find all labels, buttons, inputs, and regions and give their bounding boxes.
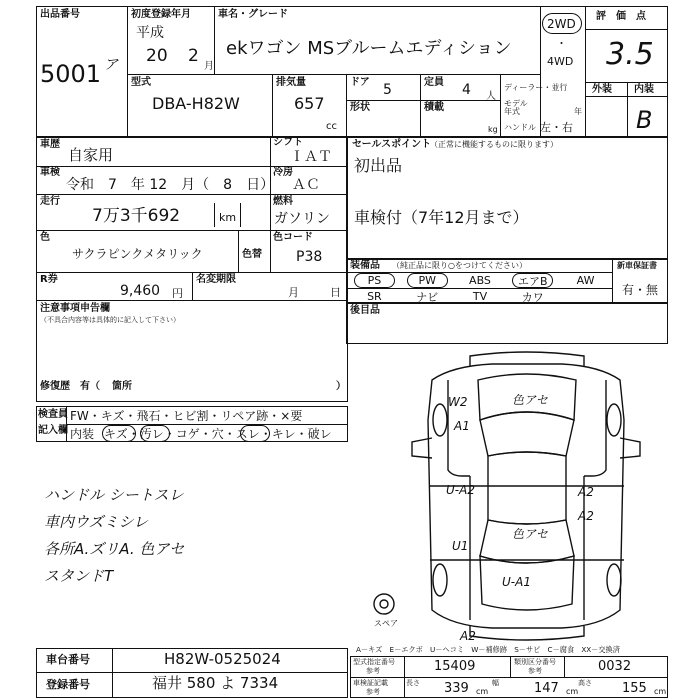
- shift-value: ＩＡＴ: [290, 149, 332, 165]
- yen-unit: 円: [172, 287, 183, 300]
- ac-label: 冷房: [273, 167, 293, 178]
- height-value: 155: [622, 681, 647, 696]
- model-value: DBA-H82W: [152, 94, 240, 113]
- recycle-label: R券: [40, 274, 58, 285]
- color-code-label: 色コード: [273, 232, 313, 243]
- lot-label: 出品番号: [40, 9, 80, 20]
- type-spec-value: 15409: [434, 659, 476, 674]
- sales-frame: [346, 136, 668, 260]
- note-line: 車内ウズミシレ: [44, 513, 149, 531]
- circle-kizu: [102, 425, 136, 442]
- width-label: 幅: [492, 679, 499, 687]
- history-frame: [36, 136, 348, 402]
- recycle-value: 9,460: [120, 283, 161, 299]
- lot-number: 5001: [40, 60, 102, 88]
- sales-sub: （正常に機能するものに限ります）: [430, 140, 558, 149]
- mark-8: 色アセ: [512, 527, 548, 541]
- dealer-label: ディーラー・並行: [504, 83, 568, 92]
- exterior-label: 外装: [592, 84, 612, 95]
- plate-label: 登録番号: [46, 678, 90, 691]
- equipment-label: 装備品: [350, 260, 380, 271]
- color-value: サクラピンクメタリック: [72, 247, 203, 261]
- spare-label: スペア: [374, 619, 398, 628]
- rear-items-label: 後目品: [350, 305, 380, 316]
- class-value: 0032: [598, 659, 632, 674]
- equipment-circle: [407, 273, 448, 288]
- equipment-item: ナビ: [416, 290, 439, 304]
- length-unit: cm: [476, 687, 489, 696]
- drive-dot: ・: [556, 37, 567, 50]
- equipment-item: SR: [367, 290, 382, 303]
- warranty-label: 新車保証書: [617, 261, 657, 270]
- width-value: 147: [534, 681, 559, 696]
- note-line: 各所A.ズリA. 色アセ: [44, 540, 185, 558]
- repair-label: 修復歴 有（: [40, 381, 100, 392]
- first-reg-label: 初度登録年月: [131, 9, 191, 20]
- dims-label: 車検証記載: [353, 679, 388, 687]
- height-label: 高さ: [578, 679, 592, 687]
- shift-label: シフト: [273, 137, 303, 148]
- kg-unit: kg: [488, 125, 498, 134]
- fuel-label: 燃料: [273, 196, 293, 207]
- handle-label: ハンドル: [504, 123, 536, 132]
- mileage-label: 走行: [40, 196, 60, 207]
- mark-5: A2: [578, 485, 594, 499]
- note-line: スタンドT: [44, 567, 114, 585]
- model-label: 型式: [131, 77, 151, 88]
- ref-label-3: 参考: [366, 688, 380, 696]
- equipment-item: エアB: [506, 273, 559, 288]
- era: 平成: [136, 25, 164, 41]
- height-unit: cm: [654, 687, 667, 696]
- type-spec-label: 型式指定番号: [353, 658, 395, 666]
- length-label: 長さ: [406, 679, 420, 687]
- color-code-value: P38: [296, 249, 323, 265]
- name-label: 車名・グレード: [218, 9, 288, 20]
- mark-7: U1: [452, 539, 469, 553]
- equipment-item: カワ: [521, 290, 544, 304]
- inspection-label: 車検: [40, 167, 60, 178]
- equipment-item: ABS: [469, 274, 491, 287]
- note-line: ハンドル シートスレ: [44, 486, 184, 504]
- inspection-date: 令和 7 年 12 月（ 8 日）: [66, 177, 275, 193]
- damage-legend: A－キズ E－エクボ U－ヘコミ W－補修跡 S－サビ C－腐食 XX－交換済: [356, 645, 620, 654]
- displacement-label: 排気量: [276, 77, 306, 88]
- circle-sure: [240, 425, 270, 442]
- inspector-row-1: FW・キズ・飛石・ヒビ割・リペア跡・×要: [70, 409, 303, 423]
- car-name: ekワゴン MSブルームエディション: [226, 38, 512, 59]
- name-change-day: 日: [330, 286, 341, 299]
- cc-unit: cc: [326, 121, 337, 132]
- class-label: 類別区分番号: [514, 658, 556, 666]
- sales-line-2: 車検付（7年12月まで）: [354, 208, 529, 227]
- notes-sub: （不具合内容等は具体的に記入して下さい）: [40, 316, 180, 324]
- name-change-month: 月: [288, 286, 299, 299]
- lot-mark: ア: [104, 57, 118, 73]
- inspector-row-2-prefix: 内装: [70, 427, 95, 441]
- inspector-label-2: 記入欄: [38, 425, 68, 436]
- mark-2: A1: [454, 419, 470, 433]
- warranty-value: 有・無: [622, 283, 659, 297]
- load-label: 積載: [424, 102, 444, 113]
- displacement-value: 657: [294, 94, 325, 113]
- reg-year: 20: [146, 46, 168, 66]
- person-unit: 人: [486, 91, 496, 102]
- chassis-label: 車台番号: [46, 653, 90, 666]
- inspector-row-2: キズ・汚レ・コゲ・穴・スレ・キレ・破レ: [104, 427, 332, 441]
- ref-label-1: 参考: [366, 667, 380, 675]
- mark-9: U-A1: [502, 575, 531, 589]
- width-unit: cm: [566, 687, 579, 696]
- fuel-value: ガソリン: [274, 211, 330, 227]
- year-unit: 年: [574, 107, 582, 116]
- score-value: 3.5: [606, 37, 654, 72]
- equipment-item: PS: [348, 273, 401, 288]
- interior-grade: B: [636, 106, 653, 134]
- doors-value: 5: [383, 82, 392, 98]
- length-value: 339: [444, 681, 469, 696]
- model-year-label: モデル 年式: [504, 99, 528, 116]
- chassis-value: H82W-0525024: [164, 650, 281, 668]
- doors-label: ドア: [350, 77, 370, 88]
- mark-4: U-A2: [446, 483, 475, 497]
- km-unit: km: [219, 211, 237, 224]
- mark-1: W2: [448, 395, 468, 409]
- mark-3: 色アセ: [512, 393, 548, 407]
- equipment-item: PW: [401, 273, 454, 288]
- inspector-label-1: 検査員: [38, 409, 68, 420]
- equipment-item: AW: [576, 274, 595, 287]
- ref-label-2: 参考: [528, 667, 542, 675]
- score-label: 評 価 点: [596, 11, 646, 22]
- shape-label: 形状: [350, 102, 370, 113]
- repair-unit: 箇所: [112, 381, 132, 392]
- capacity-label: 定員: [424, 77, 444, 88]
- reg-month: 2: [188, 46, 199, 66]
- repair-close: ）: [336, 381, 346, 392]
- handle-value: 左・右: [540, 121, 573, 134]
- capacity-value: 4: [462, 82, 471, 98]
- ac-value: ＡＣ: [292, 177, 320, 193]
- equipment-item: TV: [472, 290, 488, 303]
- color-change-label: 色替: [242, 249, 262, 260]
- mileage-value: 7万3千692: [92, 206, 181, 226]
- drive-2wd: 2WD: [547, 17, 576, 31]
- mark-6: A2: [578, 509, 594, 523]
- rear-items-frame: [346, 302, 668, 344]
- equipment-circle: [354, 273, 395, 288]
- color-label: 色: [40, 232, 50, 243]
- plate-value: 福井 580 よ 7334: [152, 674, 279, 692]
- circle-yogore: [140, 425, 170, 442]
- name-change-label: 名変期限: [196, 274, 236, 285]
- sales-label: セールスポイント: [352, 139, 432, 150]
- equipment-circle: [512, 273, 553, 288]
- month-unit: 月: [204, 61, 214, 72]
- equipment-sub: （純正品に限り○をつけてください）: [392, 261, 527, 270]
- drive-4wd: 4WD: [547, 55, 574, 68]
- mark-10: A2: [460, 629, 476, 643]
- car-history-label: 車歴: [40, 139, 60, 150]
- notes-label: 注意事項申告欄: [40, 303, 110, 314]
- sales-line-1: 初出品: [354, 156, 403, 175]
- car-history-value: 自家用: [68, 146, 114, 164]
- interior-label: 内装: [634, 84, 654, 95]
